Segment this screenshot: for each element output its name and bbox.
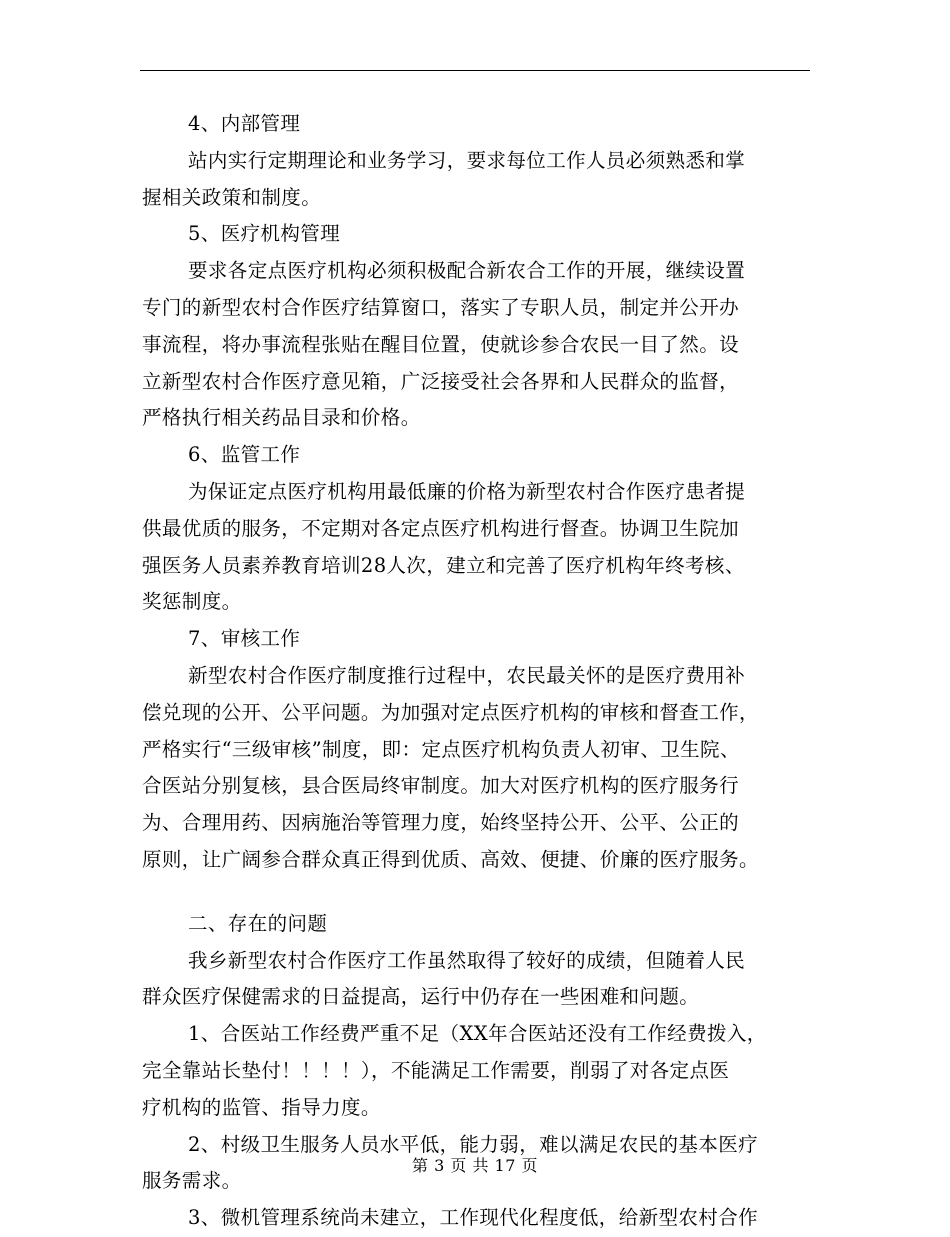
text-line: 握相关政策和制度。 bbox=[142, 185, 322, 209]
text-line: 疗机构的监管、指导力度。 bbox=[142, 1095, 381, 1119]
text-line: 新型农村合作医疗制度推行过程中，农民最关怀的是医疗费用补 bbox=[188, 663, 746, 687]
text-line: 为、合理用药、因病施治等管理力度，始终坚持公开、公平、公正的 bbox=[142, 811, 740, 835]
text-line: 要求各定点医疗机构必须积极配合新农合工作的开展，继续设置 bbox=[188, 259, 746, 283]
text-line: 完全靠站长垫付！！！！），不能满足工作需要，削弱了对各定点医 bbox=[142, 1058, 730, 1082]
text-line: 事流程，将办事流程张贴在醒目位置，使就诊参合农民一目了然。设 bbox=[142, 332, 740, 356]
text-line: 3、微机管理系统尚未建立，工作现代化程度低，给新型农村合作 bbox=[188, 1206, 759, 1230]
text-line: 供最优质的服务，不定期对各定点医疗机构进行督查。协调卫生院加 bbox=[142, 516, 740, 540]
text-line: 二、存在的问题 bbox=[188, 911, 328, 935]
text-line: 严格实行“三级审核”制度，即：定点医疗机构负责人初审、卫生院、 bbox=[142, 737, 740, 761]
text-line: 奖惩制度。 bbox=[142, 590, 242, 614]
document-body bbox=[142, 106, 808, 1237]
header-rule bbox=[140, 70, 810, 71]
text-line: 2、村级卫生服务人员水平低，能力弱，难以满足农民的基本医疗 bbox=[188, 1132, 759, 1156]
text-line: 强医务人员素养教育培训28人次，建立和完善了医疗机构年终考核、 bbox=[142, 553, 745, 577]
text-line: 原则，让广阔参合群众真正得到优质、高效、便捷、价廉的医疗服务。 bbox=[142, 847, 759, 871]
text-line: 7、审核工作 bbox=[188, 627, 301, 651]
text-line: 严格执行相关药品目录和价格。 bbox=[142, 406, 421, 430]
page-number-footer: 第 3 页 共 17 页 bbox=[412, 1156, 538, 1175]
text-line: 服务需求。 bbox=[142, 1169, 242, 1193]
text-line: 合医站分别复核，县合医局终审制度。加大对医疗机构的医疗服务行 bbox=[142, 774, 740, 798]
text-line: 5、医疗机构管理 bbox=[188, 222, 341, 246]
text-line: 1、合医站工作经费严重不足（XX年合医站还没有工作经费拨入， bbox=[188, 1022, 767, 1046]
paragraph-gap bbox=[142, 879, 808, 906]
text-line: 群众医疗保健需求的日益提高，运行中仍存在一些困难和问题。 bbox=[142, 985, 700, 1009]
text-line: 6、监管工作 bbox=[188, 443, 301, 467]
text-line: 为保证定点医疗机构用最低廉的价格为新型农村合作医疗患者提 bbox=[188, 479, 746, 503]
text-line: 4、内部管理 bbox=[188, 112, 301, 135]
text-line: 我乡新型农村合作医疗工作虽然取得了较好的成绩，但随着人民 bbox=[188, 948, 746, 972]
text-line: 立新型农村合作医疗意见箱，广泛接受社会各界和人民群众的监督， bbox=[142, 369, 740, 393]
text-line: 偿兑现的公开、公平问题。为加强对定点医疗机构的审核和督查工作， bbox=[142, 700, 759, 724]
text-line: 站内实行定期理论和业务学习，要求每位工作人员必须熟悉和掌 bbox=[188, 148, 746, 172]
text-line: 专门的新型农村合作医疗结算窗口，落实了专职人员，制定并公开办 bbox=[142, 295, 740, 319]
